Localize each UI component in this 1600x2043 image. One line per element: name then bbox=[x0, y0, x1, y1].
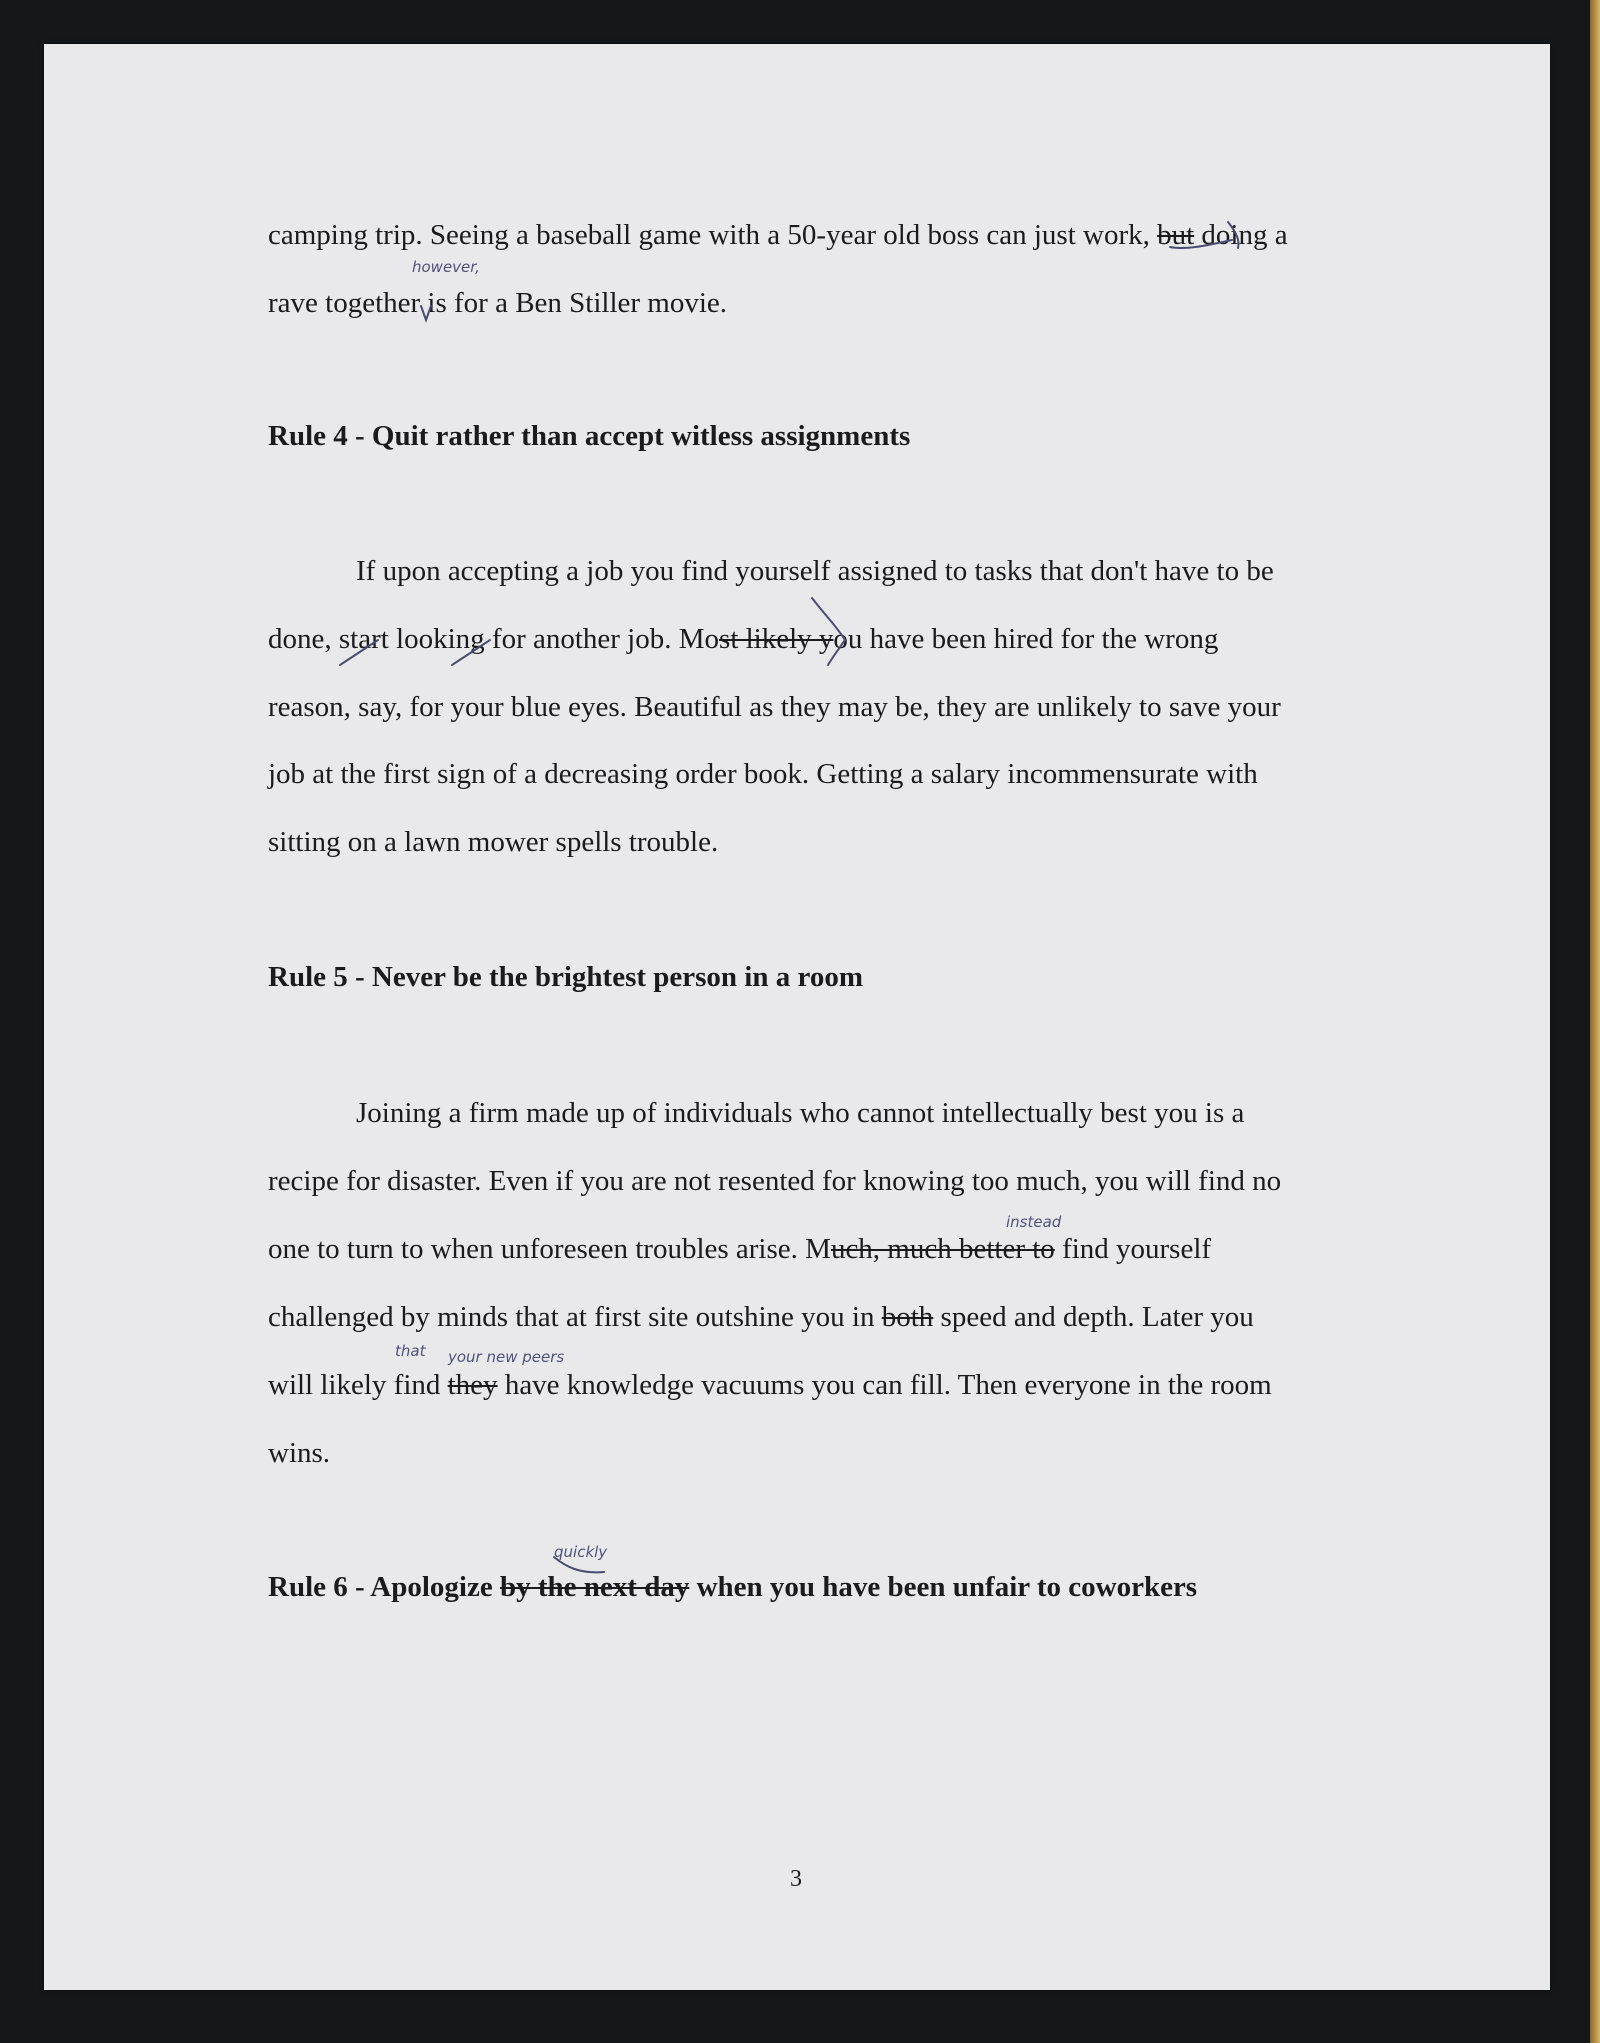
text-segment: Rule 6 - Apologize bbox=[268, 1571, 500, 1603]
handwritten-note-quickly: quickly bbox=[554, 1543, 608, 1561]
handwritten-note-instead: instead bbox=[1006, 1213, 1062, 1231]
text-line: reason, say, for your blue eyes. Beautiful as they may be, they are unlikely to save your bbox=[268, 691, 1281, 723]
text-segment: speed and depth. Later you bbox=[933, 1301, 1254, 1333]
struck-text: but bbox=[1157, 219, 1195, 251]
page-edge-strip bbox=[1590, 0, 1600, 2043]
text-segment: have knowledge vacuums you can fill. Then everyone in the room bbox=[497, 1369, 1272, 1401]
text-segment: ou have been hired for the wrong bbox=[833, 623, 1219, 655]
struck-text: by the next day bbox=[500, 1571, 690, 1603]
text-segment: done, start looking for another job. Mo bbox=[268, 623, 720, 655]
text-segment: one to turn to when unforeseen troubles arise. M bbox=[268, 1233, 831, 1265]
text-line bbox=[268, 1300, 1254, 1334]
text-line: rave together is for a Ben Stiller movie. bbox=[268, 287, 728, 319]
struck-text: st likely y bbox=[719, 623, 834, 655]
text-segment: challenged by minds that at first site outshine you in bbox=[268, 1301, 882, 1333]
page-number: 3 bbox=[790, 1866, 802, 1892]
text-line bbox=[268, 622, 1218, 656]
text-segment: will likely find bbox=[268, 1369, 448, 1401]
struck-text: uch, much better to bbox=[830, 1233, 1055, 1265]
text-line: wins. bbox=[268, 1437, 331, 1469]
rule-5-heading: Rule 5 - Never be the brightest person in a room bbox=[268, 961, 863, 993]
rule-4-heading: Rule 4 - Quit rather than accept witless assignments bbox=[268, 420, 911, 452]
text-line: sitting on a lawn mower spells trouble. bbox=[268, 826, 719, 858]
text-segment: doing a bbox=[1194, 219, 1288, 251]
handwritten-note-peers: your new peers bbox=[448, 1348, 565, 1366]
handwritten-note-however: however, bbox=[412, 258, 480, 276]
text-line bbox=[268, 1232, 1211, 1266]
text-segment: when you have been unfair to coworkers bbox=[689, 1571, 1198, 1603]
text-line: recipe for disaster. Even if you are not resented for knowing too much, you will find no bbox=[268, 1165, 1282, 1197]
document-page bbox=[44, 44, 1550, 1990]
text-line bbox=[268, 218, 1288, 252]
text-line: If upon accepting a job you find yourself assigned to tasks that don't have to be bbox=[356, 555, 1274, 587]
handwritten-note-that: that bbox=[395, 1342, 426, 1360]
struck-text: they bbox=[447, 1369, 498, 1401]
struck-text: both bbox=[881, 1301, 934, 1333]
text-line bbox=[268, 1368, 1272, 1402]
text-line: job at the first sign of a decreasing order book. Getting a salary incommensurate with bbox=[268, 758, 1258, 790]
rule-6-heading bbox=[268, 1570, 1197, 1604]
text-line: Joining a firm made up of individuals who cannot intellectually best you is a bbox=[356, 1097, 1245, 1129]
text-segment: find yourself bbox=[1054, 1233, 1212, 1265]
text-segment: camping trip. Seeing a baseball game with a 50-year old boss can just work, bbox=[268, 219, 1158, 251]
